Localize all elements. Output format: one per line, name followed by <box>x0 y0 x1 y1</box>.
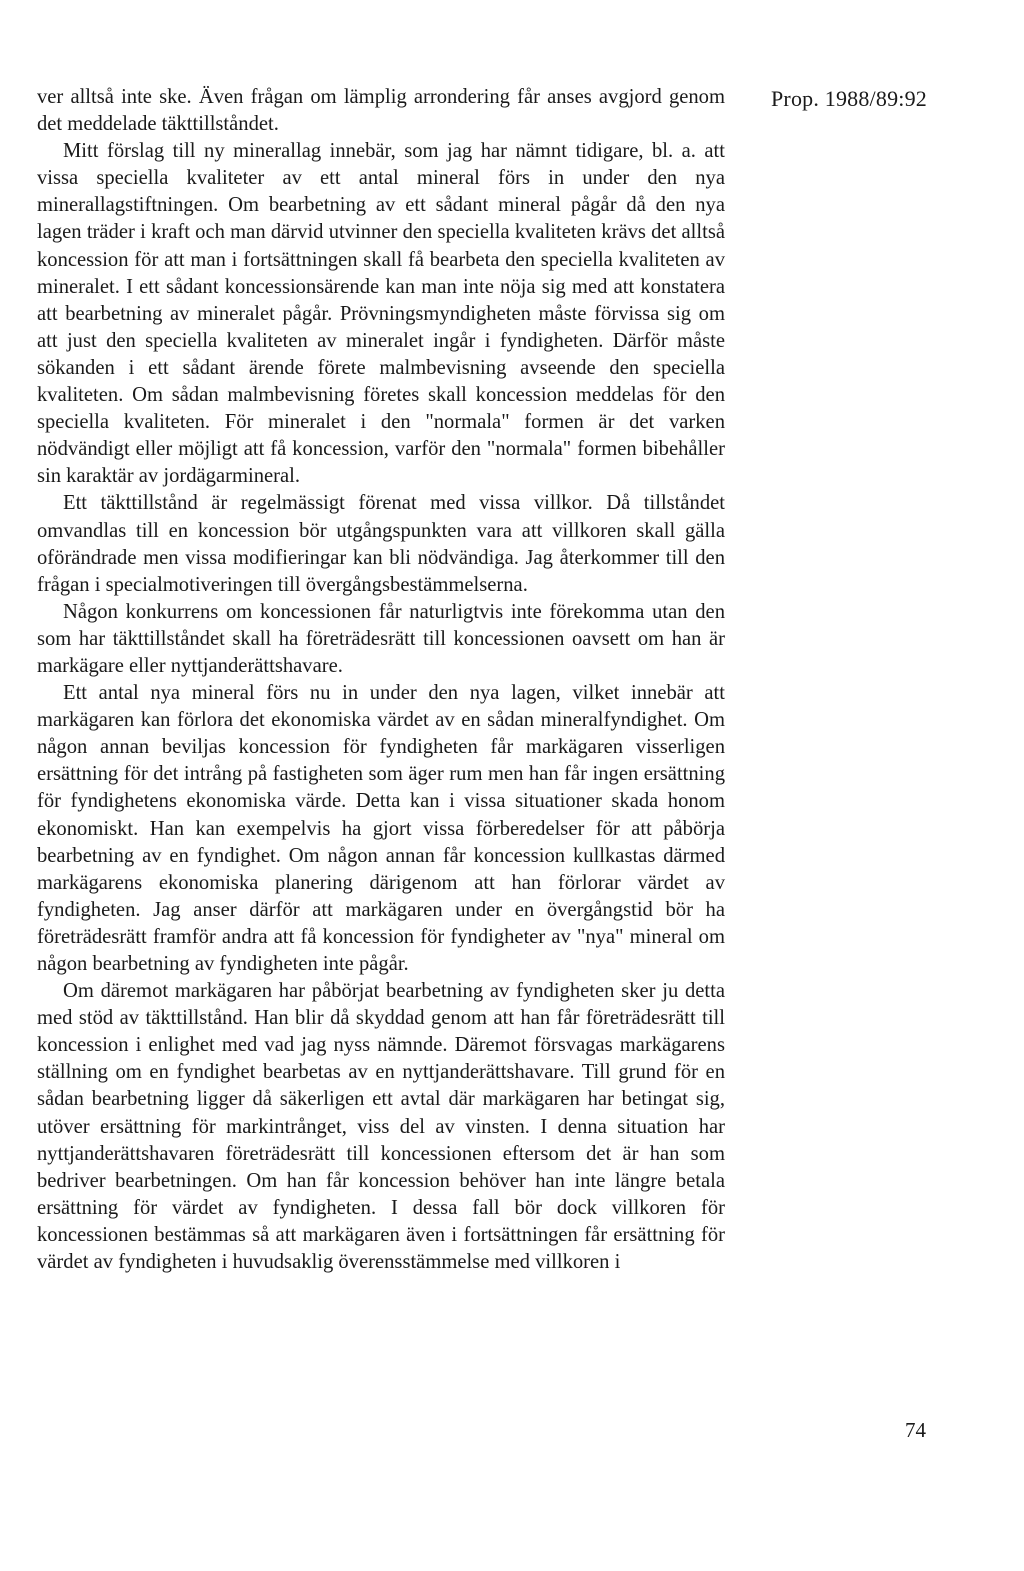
paragraph-6: Om däremot markägaren har påbörjat bearbetning av fyndigheten sker ju detta med stöd av täkttillstånd. Han blir då skyddad genom att han får företrädesrätt till koncession i enlighet med vad jag nyss nämnde. Däremot försvagas markägarens ställning om en fyndighet bearbetas av en nyttjanderättshavare. Till grund för en sådan bearbetning ligger då säkerligen ett avtal där markägaren har betingat sig, utöver ersättning för markintrånget, viss del av vinsten. I denna situation har nyttjanderättshavaren företrädesrätt till koncessionen eftersom det är han som bedriver bearbetningen. Om han får koncession behöver han inte längre betala ersättning för värdet av fyndigheten. I dessa fall bör dock villkoren för koncessionen bestämmas så att markägaren även i fortsättningen får ersättning för värdet av fyndigheten i huvudsaklig överensstämmelse med villkoren i <box>37 980 725 1274</box>
paragraph-3: Ett täkttillstånd är regelmässigt förenat med vissa villkor. Då tillståndet omvandlas till en koncession bör utgångspunkten vara att villkoren skall gälla oförändrade men vissa modifieringar kan bli nödvändiga. Jag återkommer till den frågan i specialmotiveringen till övergångsbestämmelserna. <box>37 492 725 596</box>
paragraph-2: Mitt förslag till ny minerallag innebär, som jag har nämnt tidigare, bl. a. att vissa speciella kvaliteter av ett antal mineral förs in under den nya minerallagstiftningen. Om bearbetning av ett sådant mineral pågår då den nya lagen träder i kraft och man därvid utvinner den speciella kvaliteten krävs det alltså koncession för att man i fortsättningen skall få bearbeta den speciella kvaliteten av mineralet. I ett sådant koncessionsärende kan man inte nöja sig med att konstatera att bearbetning av mineralet pågår. Prövningsmyndigheten måste förvissa sig om att just den speciella kvaliteten av mineralet ingår i fyndigheten. Därför måste sökanden i ett sådant ärende förete malmbevisning avseende den speciella kvaliteten. Om sådan malmbevisning företes skall koncession meddelas för den speciella kvaliteten. För mineralet i den "normala" formen är det varken nödvändigt eller möjligt att få koncession, varför den "normala" formen bibehåller sin karaktär av jordägarmineral. <box>37 140 725 488</box>
paragraph-4: Någon konkurrens om koncessionen får naturligtvis inte förekomma utan den som har täkttillståndet skall ha företrädesrätt till koncessionen oavsett om han är markägare eller nyttjanderättshavare. <box>37 600 725 677</box>
body-text <box>37 84 725 1276</box>
paragraph-5: Ett antal nya mineral förs nu in under den nya lagen, vilket innebär att markägaren kan förlora det ekonomiska värdet av en sådan mineralfyndighet. Om någon annan beviljas koncession för fyndigheten får markägaren visserligen ersättning för det intrång på fastigheten som äger rum men han får ingen ersättning för fyndighetens ekonomiska värde. Detta kan i vissa situationer skada honom ekonomiskt. Han kan exempelvis ha gjort vissa förberedelser för att påbörja bearbetning av en fyndighet. Om någon annan får koncession kullkastas därmed markägarens ekonomiska planering därigenom att han förlorar värdet av fyndigheten. Jag anser därför att markägaren under en övergångstid bör ha företrädesrätt framför andra att få koncession för fyndigheter av "nya" mineral om någon bearbetning av fyndigheten inte pågår. <box>37 682 725 975</box>
paragraph-1: ver alltså inte ske. Även frågan om lämplig arrondering får anses avgjord genom det meddelade täkttillståndet. <box>37 86 725 136</box>
proposition-reference: Prop. 1988/89:92 <box>771 86 927 111</box>
page-number: 74 <box>905 1418 926 1442</box>
